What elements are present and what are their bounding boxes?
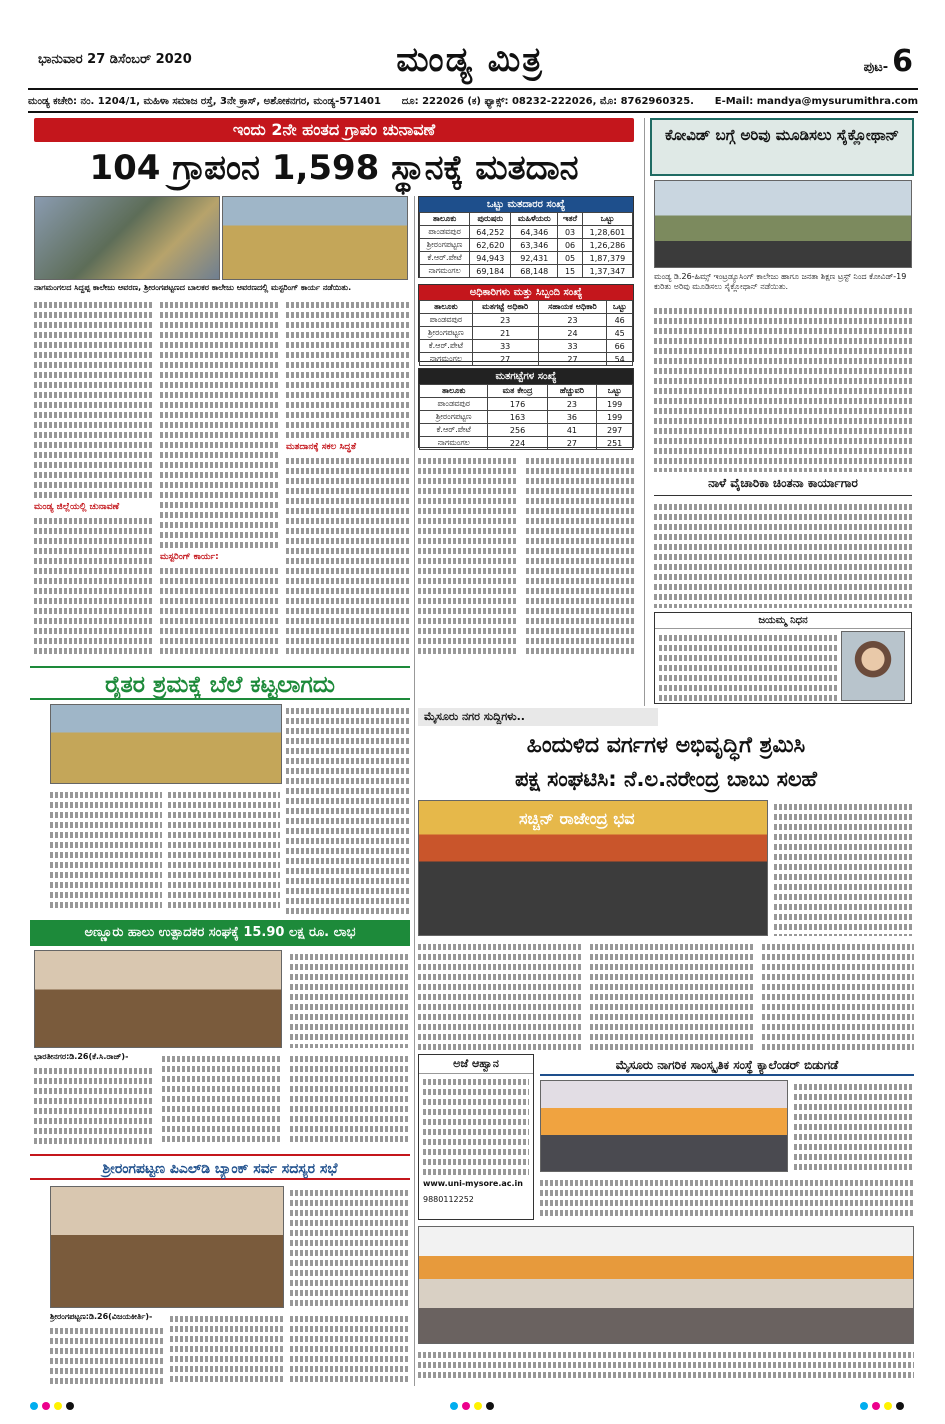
bjp-stage-photo [418,800,768,936]
lead-subhead-3: ಮತದಾನಕ್ಕೆ ಸಕಲ ಸಿದ್ಧತೆ [286,442,356,452]
table-header: ತಾಲೂಕು [420,385,488,398]
bus-photo [34,196,220,280]
registration-marks-left [30,1402,74,1410]
table-header: ಪುರುಷರು [470,213,511,226]
table-header: ಮಹಿಳೆಯರು [511,213,558,226]
table-header: ಮತ ಕೇಂದ್ರ [488,385,547,398]
ache-body [423,1075,529,1175]
hindulida-column-1 [418,940,582,1050]
pld-column-2 [170,1312,284,1384]
ache-phone: 9880112252 [423,1195,474,1204]
pld-caption: ಶ್ರೀರಂಗಪಟ್ಟಣ:ಡಿ.26(ವಿಜಯಕೀರ್ತಿ)- [50,1312,153,1321]
milk-meeting-photo [34,950,282,1048]
table-row: ಶ್ರೀರಂಗಪಟ್ಟಣ 62,620 63,346 06 1,26,286 [420,239,633,252]
farmers-headline: ರೈತರ ಶ್ರಮಕ್ಕೆ ಬೆಲೆ ಕಟ್ಟಲಾಗದು [30,666,410,700]
table-row: ನಾಗಮಂಗಲ 69,184 68,148 15 1,37,347 [420,265,633,278]
obituary-text [659,631,837,701]
table-row: ಪಾಂಡವಪುರ 64,252 64,346 03 1,28,601 [420,226,633,239]
calendar-body [540,1176,914,1220]
table-header: ಹೆಚ್ಚುವರಿ [547,385,597,398]
pld-headline: ಶ್ರೀರಂಗಪಟ್ಟಣ ಪಿಎಲ್‍ಡಿ ಬ್ಯಾಂಕ್ ಸರ್ವ ಸದಸ್ಯರ ಸಭೆ [30,1154,410,1180]
contact-rule [28,111,918,113]
milk-headline: ಅಣ್ಣೂರು ಹಾಲು ಉತ್ಪಾದಕರ ಸಂಘಕ್ಕೆ 15.90 ಲಕ್ಷ ರೂ. ಲಾಭ [30,920,410,946]
stage-banner-text: ಸಚ್ಚಿನ್ ರಾಜೇಂದ್ರ ಭವ [519,809,635,828]
lead-column-3 [286,298,410,658]
lead-headline: 104 ಗ್ರಾಪಂನ 1,598 ಸ್ಥಾನಕ್ಕೆ ಮತದಾನ [89,148,579,188]
column-divider [414,196,415,1386]
mysuru-section-label: ಮೈಸೂರು ನಗರ ಸುದ್ದಿಗಳು.. [418,708,658,726]
pld-column-side [290,1186,410,1308]
ache-title: ಅಜೆ ಆಹ್ವಾನ [419,1055,533,1074]
table-header: ಒಟ್ಟು [607,301,633,314]
table-row: ಪಾಂಡವಪುರ 176 23 199 [420,398,633,411]
table-row: ಶ್ರೀರಂಗಪಟ್ಟಣ 21 24 45 [420,327,633,340]
hindulida-headline-1: ಹಿಂದುಳಿದ ವರ್ಗಗಳ ಅಭಿವೃದ್ಧಿಗೆ ಶ್ರಮಿಸಿ [526,733,806,758]
milk-column-side [290,950,410,1048]
milk-column-2 [162,1052,282,1148]
cyclothon-headline: ಕೋವಿಡ್ ಬಗ್ಗೆ ಅರಿವು ಮೂಡಿಸಲು ಸೈಕ್ಲೋಥಾನ್ [650,118,914,176]
pld-column-3 [290,1312,410,1384]
obituary-title: ಜಯಮ್ಮ ನಿಧನ [655,613,911,629]
officers-table [418,284,634,362]
table-row: ಕೆ.ಆರ್.ಪೇಟೆ 33 33 66 [420,340,633,353]
table-header: ಒಟ್ಟು [597,385,633,398]
booths-table [418,368,634,448]
registration-marks-center [450,1402,494,1410]
lead-column-5 [526,454,634,658]
calendar-headline: ಮೈಸೂರು ನಾಗರಿಕ ಸಾಂಸ್ಕೃತಿಕ ಸಂಸ್ಥೆ ಕ್ಯಾಲೆಂಡರ್ ಬಿಡುಗಡೆ [540,1054,914,1076]
table-row: ಶ್ರೀರಂಗಪಟ್ಟಣ 163 36 199 [420,411,633,424]
table-header: ಮತಗಟ್ಟೆ ಅಧಿಕಾರಿ [472,301,538,314]
registration-marks-right [860,1402,904,1410]
lead-photo-caption: ನಾಗಮಂಗಲದ ಸಿದ್ದಪ್ಪ ಕಾಲೇಜು ಆವರಣ, ಶ್ರೀರಂಗಪಟ್ಟಣದ ಬಾಲಕರ ಕಾಲೇಜು ಆವರಣದಲ್ಲಿ ಮಸ್ಟರಿಂಗ್ ಕಾರ್ಯ ನಡೆಯಿತು. [34,283,352,292]
calendar-column-side [794,1080,914,1172]
obituary-portrait [841,631,905,701]
lead-column-1 [34,298,152,658]
column-divider [644,118,645,706]
table-row: ಕೆ.ಆರ್.ಪೇಟೆ 256 41 297 [420,424,633,437]
ache-url[interactable]: www.uni-mysore.ac.in [423,1179,523,1188]
table-header: ಸಹಾಯಕ ಅಧಿಕಾರಿ [538,301,607,314]
cyclothon-photo [654,180,912,268]
newspaper-logo: ಮಂಡ್ಯ ಮಿತ್ರ [396,40,544,80]
table-row: ನಾಗಮಂಗಲ 27 27 54 [420,353,633,366]
farmers-column-1 [50,788,162,914]
hindulida-column-3 [762,940,914,1050]
calendar-release-photo [540,1080,788,1172]
issue-date: ಭಾನುವಾರ 27 ಡಿಸೆಂಬರ್ 2020 [38,52,192,67]
ache-box [418,1054,534,1220]
hindulida-column-2 [590,940,754,1050]
pld-meeting-photo [50,1186,284,1308]
lead-kicker: ಇಂದು 2ನೇ ಹಂತದ ಗ್ರಾಪಂ ಚುನಾವಣೆ [34,118,634,142]
table-header: ಇತರೆ [558,213,583,226]
table-row: ಪಾಂಡವಪುರ 23 23 46 [420,314,633,327]
booths-table-title: ಮತಗಟ್ಟೆಗಳ ಸಂಖ್ಯೆ [419,369,633,384]
cyclothon-caption: ಮಂಡ್ಯ ಡಿ.26-ಹಿಮ್ಸ್ ಇಂಟ್ರಡ್ಯೂಸಿಂಗ್ ಕಾಲೇಜು ಹಾಗೂ ಜನತಾ ಶಿಕ್ಷಣ ಟ್ರಸ್ಟ್ ನಿಂದ ಕೋವಿಡ್-19 ಕುರಿತು ಅರಿವು ಮೂಡಿಸಲು ಸೈಕ್ಲೋಥಾನ್ ನಡೆಯಿತು. [654,272,907,291]
table-row: ಕೆ.ಆರ್.ಪೇಟೆ 94,943 92,431 05 1,87,379 [420,252,633,265]
lead-subhead-2: ಮಸ್ಟರಿಂಗ್ ಕಾರ್ಯ: [160,552,219,562]
office-email: E-Mail: mandya@mysurumithra.com [714,95,918,107]
table-row: ನಾಗಮಂಗಲ 224 27 251 [420,437,633,450]
group-photo-caption [418,1348,914,1384]
voters-table [418,196,634,278]
office-phones: ದೂ: 222026 (ಕ) ಫ್ಯಾಕ್ಸ್: 08232-222026, ಮೊ: 8762960325. [401,95,694,107]
milk-caption: ಭಾರತೀನಗರ:ಡಿ.26(ಕೆ.ಸಿ.ರಾಜ್)- [34,1052,129,1061]
pld-column-1 [50,1324,164,1384]
group-photo [418,1226,914,1344]
booths-table-grid [419,384,633,450]
officers-table-grid [419,300,633,366]
hindulida-headline-2: ಪಕ್ಷ ಸಂಘಟಿಸಿ: ನೆ.ಲ.ನರೇಂದ್ರ ಬಾಬು ಸಲಹೆ [515,767,817,791]
obituary-box [654,612,912,704]
voters-table-title: ಒಟ್ಟು ಮತದಾರರ ಸಂಖ್ಯೆ [419,197,633,212]
workshop-body [654,500,912,608]
milk-column-3 [290,1052,410,1148]
office-address: ಮಂಡ್ಯ ಕಚೇರಿ: ನಂ. 1204/1, ಮಹಿಳಾ ಸಮಾಜ ರಸ್ತೆ, 3ನೇ ಕ್ರಾಸ್, ಅಶೋಕನಗರ, ಮಂಡ್ಯ-571401 [28,95,381,107]
contact-bar [28,92,918,110]
table-header: ತಾಲೂಕು [420,213,470,226]
hindulida-column-side [774,800,914,936]
mustering-photo [222,196,408,280]
workshop-headline: ನಾಳೆ ವೈಚಾರಿಕಾ ಚಿಂತನಾ ಕಾರ್ಯಾಗಾರ [654,476,912,496]
masthead-rule [28,88,918,90]
lead-subhead-1: ಮಂಡ್ಯ ಜಿಲ್ಲೆಯಲ್ಲಿ ಚುನಾವಣೆ [34,502,120,512]
milk-column-1 [34,1064,154,1148]
lead-column-4 [418,454,518,658]
voters-table-grid [419,212,633,278]
table-header: ಒಟ್ಟು [582,213,632,226]
paddy-field-photo [50,704,282,784]
officers-table-title: ಅಧಿಕಾರಿಗಳು ಮತ್ತು ಸಿಬ್ಬಂದಿ ಸಂಖ್ಯೆ [419,285,633,300]
table-header: ತಾಲೂಕು [420,301,473,314]
cyclothon-body [654,304,912,472]
lead-column-2 [160,298,278,658]
farmers-column-2 [168,788,280,914]
page-number: ಪುಟ- 6 [863,44,913,79]
farmers-column-right [286,704,410,914]
